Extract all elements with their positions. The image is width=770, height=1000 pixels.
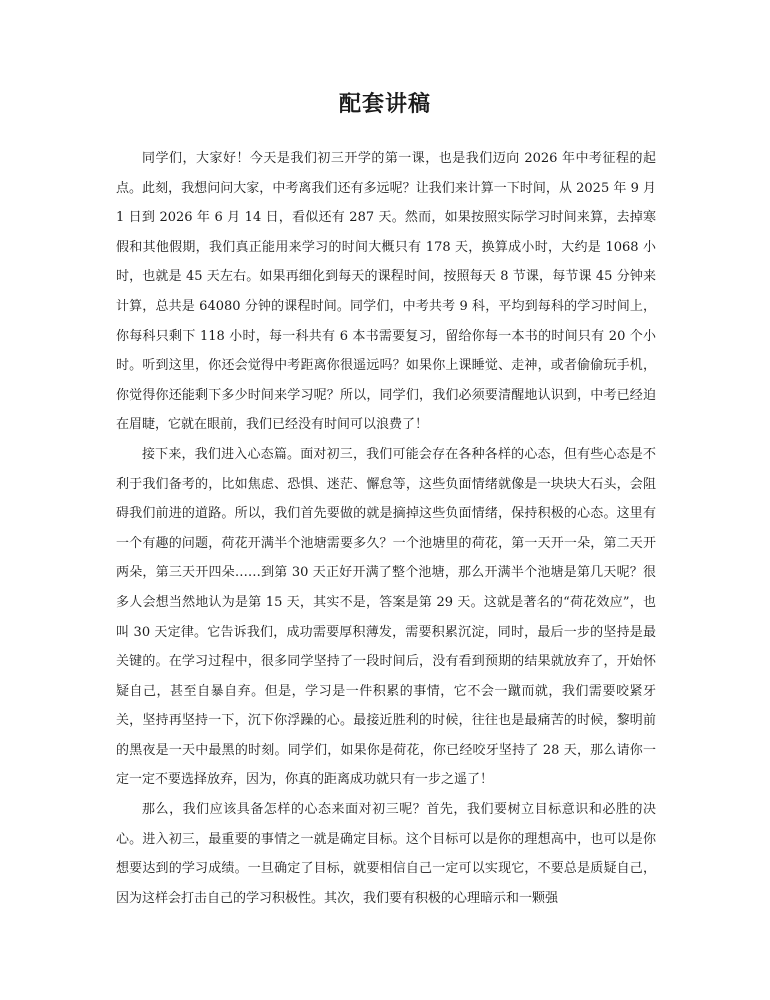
paragraph-mindset-lotus-effect: 接下来，我们进入心态篇。面对初三，我们可能会存在各种各样的心态，但有些心态是不利于我们备考的，比如焦虑、恐惧、迷茫、懈怠等，这些负面情绪就像是一块块大石头，会阻碍我们前进的道路。所以，我们首先要做的就是摘掉这些负面情绪，保持积极的心态。这里有一个有趣的问题，荷花开满半个池塘需要多久？一个池塘里的荷花，第一天开一朵，第二天开两朵，第三天开四朵……到第 30 天正好开满了整个池塘，那么开满半个池塘是第几天呢？很多人会想当然地认为是第 15 天，其实不是，答案是第 29 天。这就是著名的“荷花效应”，也叫 30 天定律。它告诉我们，成功需要厚积薄发，需要积累沉淀，同时，最后一步的坚持是最关键的。在学习过程中，很多同学坚持了一段时间后，没有看到预期的结果就放弃了，开始怀疑自己，甚至自暴自弃。但是，学习是一件积累的事情，它不会一蹴而就，我们需要咬紧牙关，坚持再坚持一下，沉下你浮躁的心。最接近胜利的时候，往往也是最痛苦的时候，黎明前的黑夜是一天中最黑的时刻。同学们，如果你是荷花，你已经咬牙坚持了 28 天，那么请你一定一定不要选择放弃，因为，你真的距离成功就只有一步之遥了！ (116, 446, 656, 788)
paragraph-goal-setting: 那么，我们应该具备怎样的心态来面对初三呢？首先，我们要树立目标意识和必胜的决心。进入初三，最重要的事情之一就是确定目标。这个目标可以是你的理想高中，也可以是你想要达到的学习成绩。一旦确定了目标，就要相信自己一定可以实现它，不要总是质疑自己，因为这样会打击自己的学习积极性。其次，我们要有积极的心理暗示和一颗强 (116, 802, 656, 906)
document-title: 配套讲稿 (338, 91, 431, 117)
paragraph-time-countdown: 同学们，大家好！今天是我们初三开学的第一课，也是我们迈向 2026 年中考征程的起点。此刻，我想问问大家，中考离我们还有多远呢？让我们来计算一下时间，从 2025 年 9 月 1 日到 2026 年 6 月 14 日，看似还有 287 天。然而，如果按照实际学习时间来算，去掉寒假和其他假期，我们真正能用来学习的时间大概只有 178 天，换算成小时，大约是 1068 小时，也就是 45 天左右。如果再细化到每天的课程时间，按照每天 8 节课，每节课 45 分钟来计算，总共是 64080 分钟的课程时间。同学们，中考共考 9 科，平均到每科的学习时间上，你每科只剩下 118 小时，每一科共有 6 本书需要复习，留给你每一本书的时间只有 20 个小时。听到这里，你还会觉得中考距离你很遥远吗？如果你上课睡觉、走神，或者偷偷玩手机，你觉得你还能剩下多少时间来学习呢？所以，同学们，我们必须要清醒地认识到，中考已经迫在眉睫，它就在眼前，我们已经没有时间可以浪费了！ (116, 151, 656, 433)
document-body (116, 144, 656, 913)
